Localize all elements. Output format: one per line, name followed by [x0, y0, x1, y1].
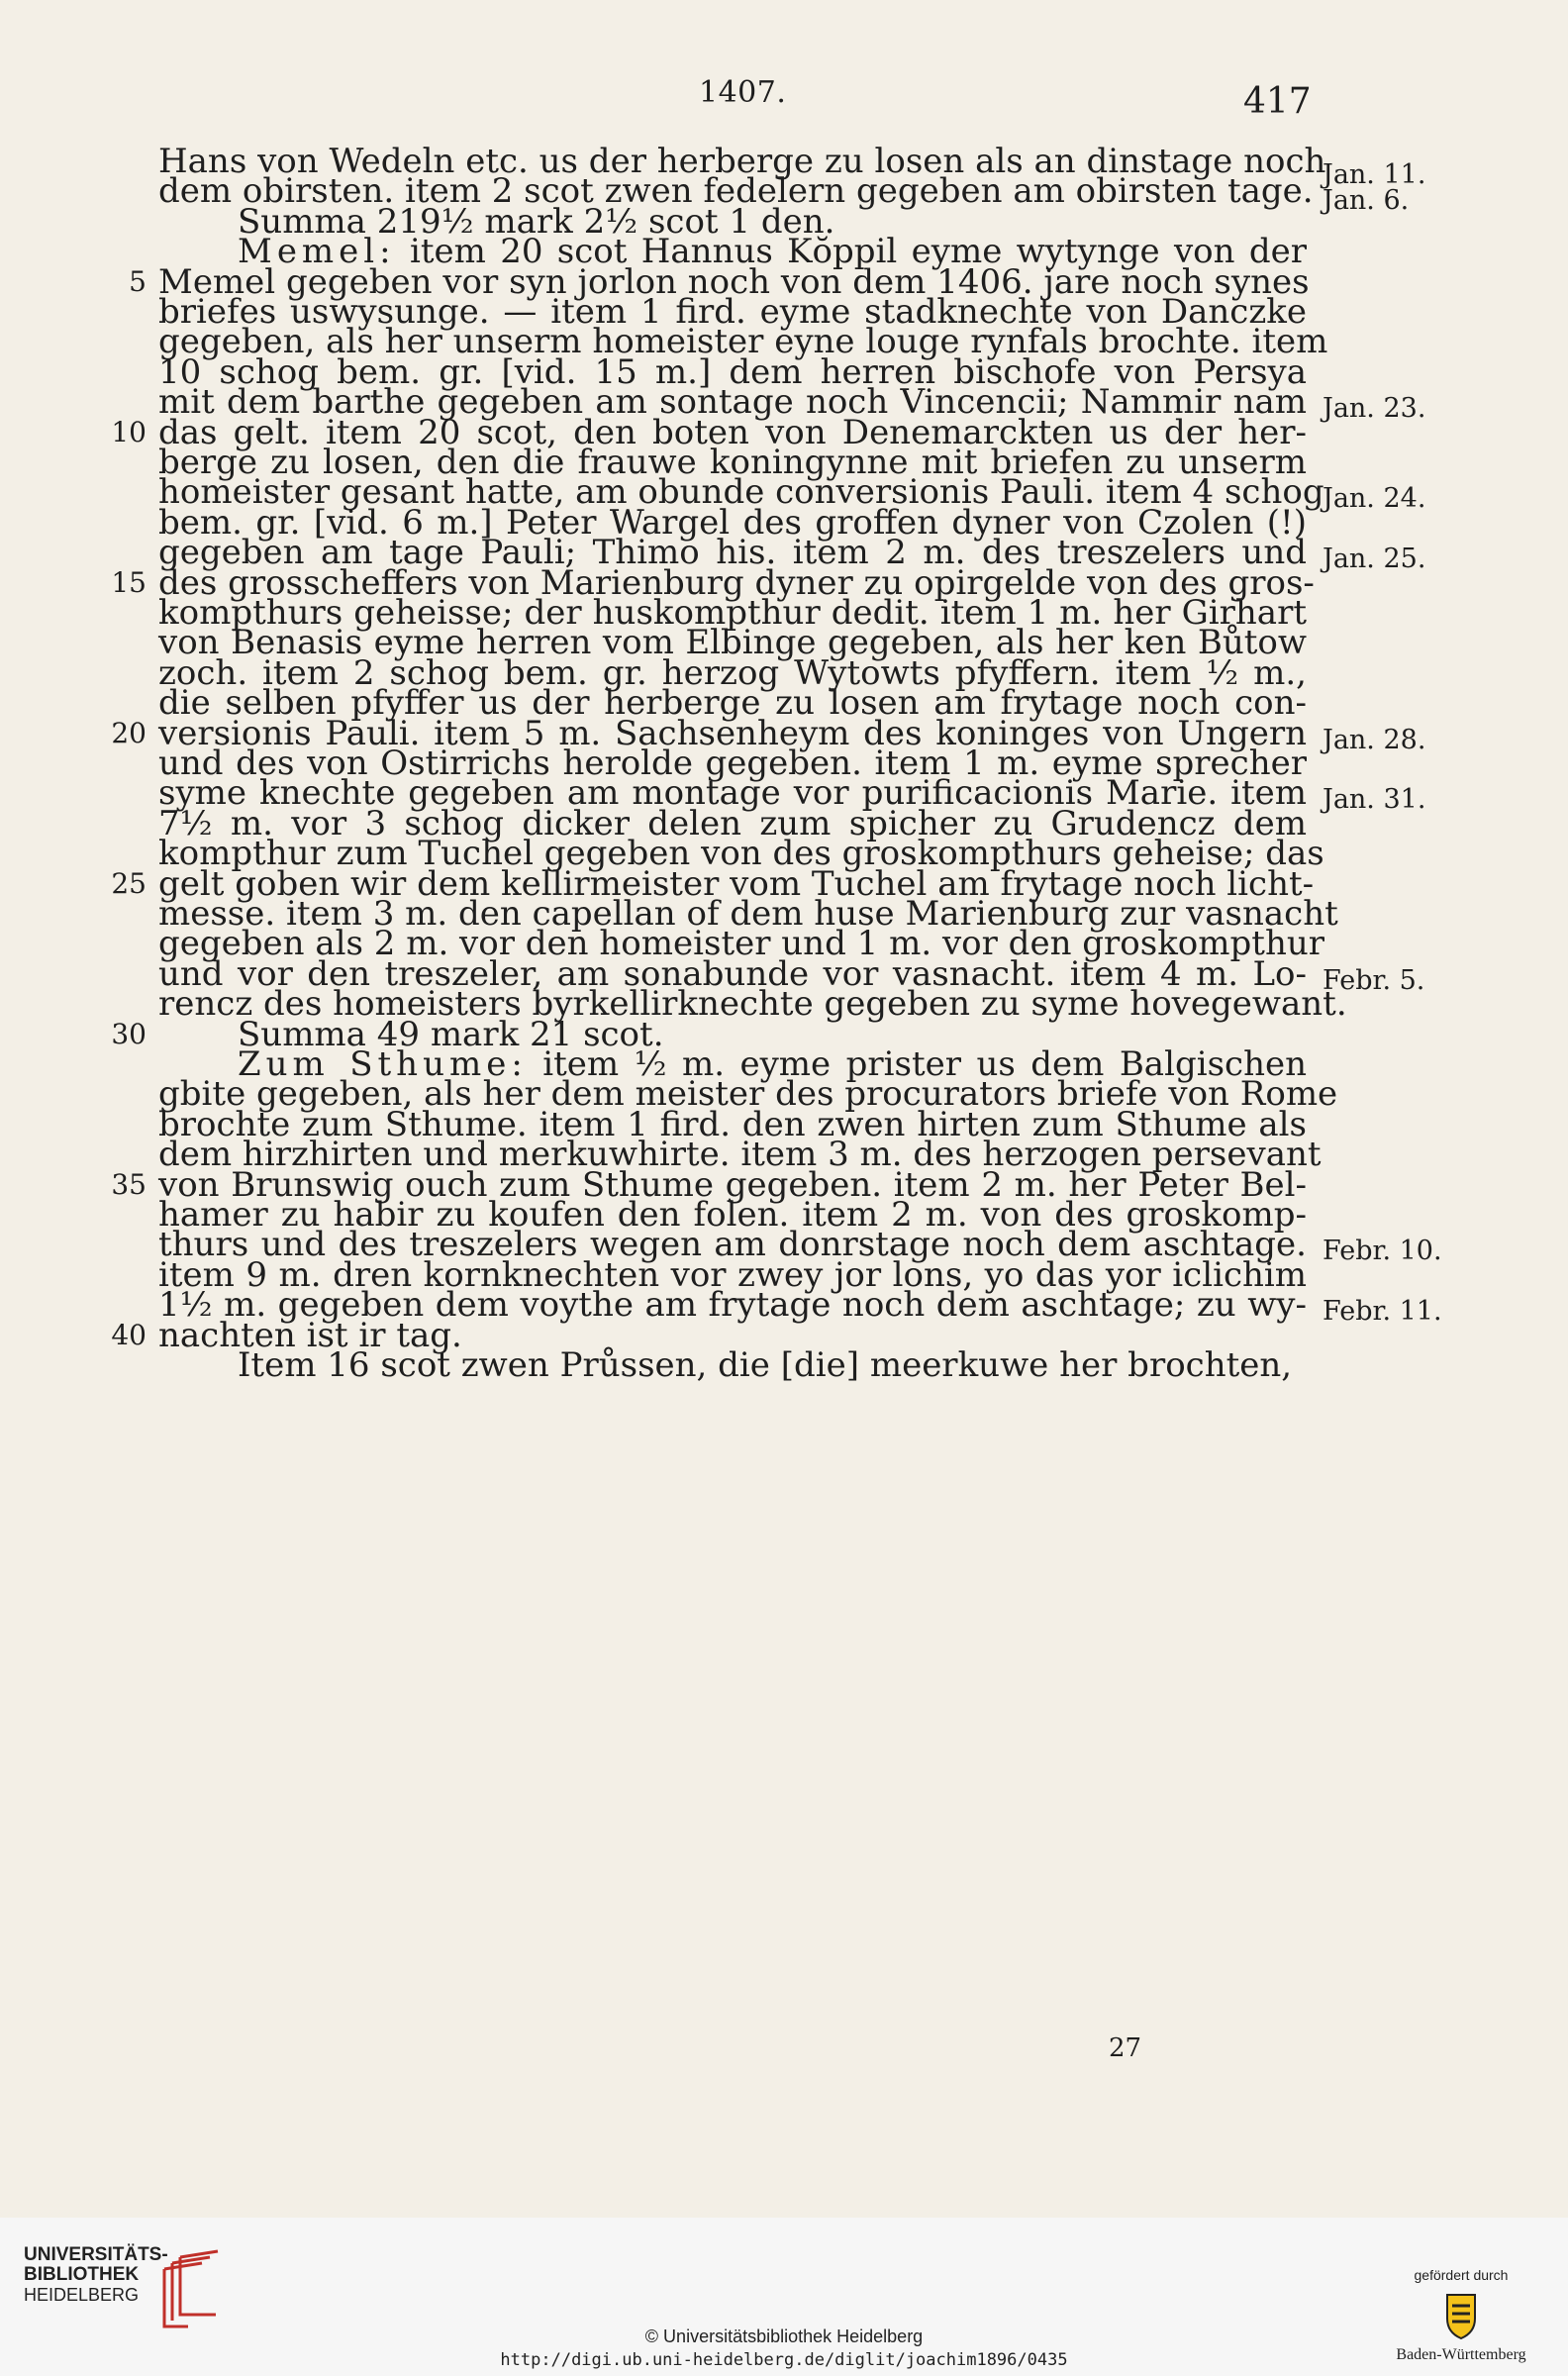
permalink-url[interactable]: http://digi.ub.uni-heidelberg.de/diglit/joachim1896/0435 [500, 2350, 1068, 2370]
line-number: 20 [111, 716, 147, 749]
text-line: und vor den treszeler, am sonabunde vor vasnacht. item 4 m. Lo- [158, 953, 1307, 994]
baden-wuerttemberg-emblem-icon [1441, 2289, 1481, 2340]
line-number: 25 [111, 866, 147, 900]
text-line: gegeben, als her unserm homeister eyne louge rynfals brochte. item [158, 322, 1328, 362]
margin-date: Jan. 31. [1323, 784, 1426, 816]
text-line: 7½ m. vor 3 schog dicker delen zum spicher zu Grudencz dem [158, 803, 1307, 843]
text-line: hamer zu habir zu koufen den folen. item 2 m. von des groskomp- [158, 1195, 1307, 1235]
margin-date: Jan. 24. [1323, 483, 1426, 515]
text-line: 10 schog bem. gr. [vid. 15 m.] dem herren bischofe von Persya [158, 351, 1307, 392]
text-line: Zum Sthume: item ½ m. eyme prister us dem Balgischen [238, 1044, 1307, 1084]
copyright-notice: © Universitätsbibliothek Heidelberg [644, 2326, 924, 2346]
text-line: brochte zum Sthume. item 1 fird. den zwen hirten zum Sthume als [158, 1104, 1307, 1144]
margin-date: Jan. 11. Jan. 6. [1323, 159, 1426, 217]
library-logo-mark-icon [158, 2249, 224, 2330]
text-line: gbite gegeben, als her dem meister des procurators briefe von Rome [158, 1074, 1338, 1115]
line-number: 15 [111, 565, 147, 599]
text-line: Hans von Wedeln etc. us der herberge zu losen als an dinstage noch [158, 142, 1326, 181]
library-logo[interactable] [24, 2245, 168, 2305]
text-line: rencz des homeisters byrkellirknechte gegeben zu syme hovegewant. [158, 984, 1347, 1025]
text-line: Memel: item 20 scot Hannus Kŏppil eyme wytynge von der [238, 232, 1307, 272]
text-line: die selben pfyffer us der herberge zu losen am frytage noch con- [158, 683, 1307, 724]
text-line: mit dem barthe gegeben am sontage noch Vincencii; Nammir nam [158, 382, 1307, 423]
library-city: HEIDELBERG [24, 2285, 140, 2305]
text-line: gegeben am tage Pauli; Thimo his. item 2 m. des treszelers und [158, 533, 1307, 573]
text-line: berge zu losen, den die frauwe koningynne mit briefen zu unserm [158, 443, 1307, 482]
margin-date: Jan. 23. [1323, 393, 1426, 425]
text-line: versionis Pauli. item 5 m. Sachsenheym des koninges von Ungern [158, 713, 1307, 753]
text-line: messe. item 3 m. den capellan of dem huse Marienburg zur vasnacht [158, 894, 1338, 934]
text-line: dem hirzhirten und merkuwhirte. item 3 m. des herzogen persevant [158, 1135, 1322, 1175]
text-line: syme knechte gegeben am montage vor purificacionis Marie. item [158, 773, 1307, 814]
text-line: kompthurs geheisse; der huskompthur dedit. item 1 m. her Girhart [158, 593, 1307, 633]
margin-date: Jan. 28. [1323, 724, 1426, 755]
text-line: homeister gesant hatte, am obunde conversionis Pauli. item 4 schog [158, 472, 1324, 513]
text-line: bem. gr. [vid. 6 m.] Peter Wargel des groffen dyner von Czolen (!) [158, 502, 1307, 543]
signature-mark: 27 [1109, 2033, 1142, 2063]
text-line: das gelt. item 20 scot, den boten von Denemarckten us der her- [158, 412, 1307, 452]
line-number: 30 [111, 1017, 147, 1050]
text-line: 1½ m. gegeben dem voythe am frytage noch dem aschtage; zu wy- [158, 1285, 1307, 1326]
text-line: Memel gegeben vor syn jorlon noch von dem 1406. jare noch synes [158, 261, 1310, 302]
text-line: thurs und des treszelers wegen am donrstage noch dem aschtage. [158, 1225, 1307, 1265]
line-number: 35 [111, 1167, 147, 1201]
line-number: 10 [111, 415, 147, 448]
text-line: dem obirsten. item 2 scot zwen fedelern gegeben am obirsten tage. [158, 171, 1314, 212]
text-line: zoch. item 2 schog bem. gr. herzog Wytowts pfyffern. item ½ m., [158, 652, 1307, 693]
text-line: Summa 49 mark 21 scot. [238, 1014, 664, 1054]
margin-date: Febr. 5. [1323, 964, 1425, 996]
library-name: UNIVERSITÄTS- BIBLIOTHEK [24, 2244, 168, 2285]
margin-date: Jan. 25. [1323, 544, 1426, 575]
sponsor-name: Baden-Württemberg [1396, 2346, 1526, 2363]
text-line: item 9 m. dren kornknechten vor zwey jor lons, yo das yor iclichim [158, 1254, 1307, 1295]
text-line: briefes uswysunge. — item 1 fird. eyme stadknechte von Danczke [158, 292, 1307, 332]
text-line: gegeben als 2 m. vor den homeister und 1 m. vor den groskompthur [158, 924, 1324, 964]
text-line: und des von Ostirrichs herolde gegeben. item 1 m. eyme sprecher [158, 743, 1307, 783]
text-line: von Benasis eyme herren vom Elbinge gegeben, als her ken Bůtow [158, 623, 1307, 663]
text-line: Item 16 scot zwen Průssen, die [die] meerkuwe her brochten, [238, 1345, 1293, 1385]
line-number: 40 [111, 1318, 147, 1351]
text-line: Summa 219½ mark 2½ scot 1 den. [238, 201, 835, 242]
running-header-year: 1407. [699, 75, 787, 110]
text-line: des grosscheffers von Marienburg dyner zu opirgelde von des gros- [158, 562, 1315, 603]
text-line: von Brunswig ouch zum Sthume gegeben. item 2 m. her Peter Bel- [158, 1164, 1307, 1205]
sponsor-label: gefördert durch [1414, 2267, 1509, 2283]
margin-date: Febr. 10. [1323, 1236, 1442, 1267]
page-number: 417 [1243, 81, 1312, 122]
text-line: nachten ist ir tag. [158, 1315, 462, 1355]
text-line: kompthur zum Tuchel gegeben von des groskompthurs geheise; das [158, 834, 1324, 874]
line-number: 5 [129, 264, 147, 298]
margin-date: Febr. 11. [1323, 1296, 1442, 1328]
text-line: gelt goben wir dem kellirmeister vom Tuchel am frytage noch licht- [158, 863, 1315, 904]
